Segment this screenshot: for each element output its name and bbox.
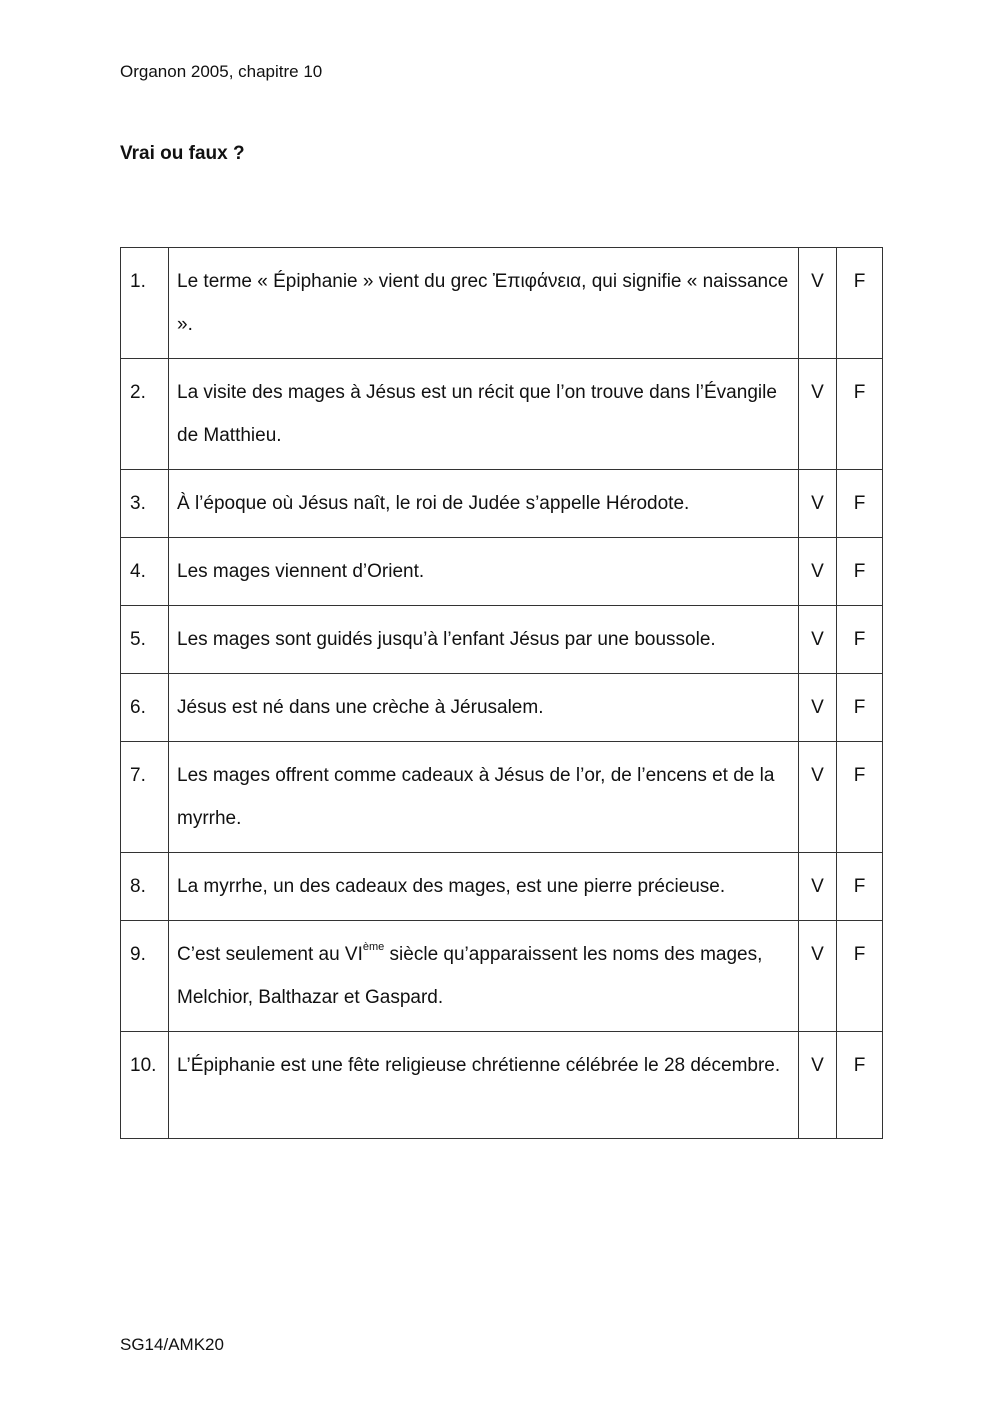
question-text: La visite des mages à Jésus est un récit que l’on trouve dans l’Évangile de Matthieu. bbox=[177, 382, 777, 446]
question-number: 3. bbox=[130, 493, 146, 514]
question-number: 5. bbox=[130, 629, 146, 650]
question-number-cell bbox=[121, 1032, 169, 1139]
true-option[interactable]: V bbox=[811, 382, 824, 403]
question-number-cell bbox=[121, 359, 169, 470]
false-option[interactable]: F bbox=[853, 765, 866, 786]
question-number: 1. bbox=[130, 271, 146, 292]
true-option[interactable]: V bbox=[811, 944, 824, 965]
true-false-table bbox=[120, 247, 883, 1139]
false-option-cell[interactable] bbox=[837, 742, 883, 853]
question-text: Les mages offrent comme cadeaux à Jésus de l’or, de l’encens et de la myrrhe. bbox=[177, 765, 775, 829]
question-text: Les mages sont guidés jusqu’à l’enfant Jésus par une boussole. bbox=[177, 629, 716, 650]
false-option-cell[interactable] bbox=[837, 248, 883, 359]
page-title: Vrai ou faux ? bbox=[120, 143, 245, 164]
false-option[interactable]: F bbox=[853, 1055, 866, 1076]
question-number: 7. bbox=[130, 765, 146, 786]
question-text: Les mages viennent d’Orient. bbox=[177, 561, 425, 582]
question-number-cell bbox=[121, 248, 169, 359]
question-text: L’Épiphanie est une fête religieuse chrétienne célébrée le 28 décembre. bbox=[177, 1055, 781, 1076]
false-option[interactable]: F bbox=[853, 561, 866, 582]
false-option[interactable]: F bbox=[853, 876, 866, 897]
true-option-cell[interactable] bbox=[799, 359, 837, 470]
question-text-cell bbox=[169, 359, 799, 470]
false-option-cell[interactable] bbox=[837, 921, 883, 1032]
question-text-cell bbox=[169, 1032, 799, 1139]
false-option[interactable]: F bbox=[853, 493, 866, 514]
question-number-cell bbox=[121, 742, 169, 853]
false-option[interactable]: F bbox=[853, 629, 866, 650]
question-text-cell bbox=[169, 248, 799, 359]
true-option[interactable]: V bbox=[811, 765, 824, 786]
question-text: À l’époque où Jésus naît, le roi de Judée s’appelle Hérodote. bbox=[177, 493, 690, 514]
table-row bbox=[121, 1032, 883, 1139]
true-option-cell[interactable] bbox=[799, 742, 837, 853]
ordinal-superscript: ème bbox=[362, 941, 385, 953]
false-option[interactable]: F bbox=[853, 271, 866, 292]
question-text: La myrrhe, un des cadeaux des mages, est une pierre précieuse. bbox=[177, 876, 726, 897]
table-row bbox=[121, 248, 883, 359]
question-text-cell bbox=[169, 921, 799, 1032]
question-number: 9. bbox=[130, 944, 146, 965]
true-option[interactable]: V bbox=[811, 697, 824, 718]
question-text: Le terme « Épiphanie » vient du grec Ἐπιφάνεια, qui signifie « naissance ». bbox=[177, 271, 789, 335]
document-header: Organon 2005, chapitre 10 bbox=[120, 62, 323, 81]
question-number: 6. bbox=[130, 697, 146, 718]
true-option[interactable]: V bbox=[811, 561, 824, 582]
true-option-cell[interactable] bbox=[799, 921, 837, 1032]
question-text bbox=[169, 911, 798, 1031]
table-row bbox=[121, 742, 883, 853]
document-footer-code: SG14/AMK20 bbox=[120, 1335, 224, 1354]
question-text-cell bbox=[169, 742, 799, 853]
true-option-cell[interactable] bbox=[799, 1032, 837, 1139]
table-row bbox=[121, 921, 883, 1032]
false-option-cell[interactable] bbox=[837, 359, 883, 470]
true-option-cell[interactable] bbox=[799, 248, 837, 359]
question-text-end: siècle qu’apparaissent les noms des mages, Melchior, Balthazar et Gaspard. bbox=[177, 944, 763, 1008]
true-option[interactable]: V bbox=[811, 271, 824, 292]
true-option[interactable]: V bbox=[811, 629, 824, 650]
question-number: 8. bbox=[130, 876, 146, 897]
question-text-start: C’est seulement au VI bbox=[177, 944, 363, 965]
table-row bbox=[121, 359, 883, 470]
question-text: Jésus est né dans une crèche à Jérusalem. bbox=[177, 697, 544, 718]
false-option-cell[interactable] bbox=[837, 1032, 883, 1139]
true-option[interactable]: V bbox=[811, 1055, 824, 1076]
question-number: 10. bbox=[130, 1055, 157, 1076]
false-option[interactable]: F bbox=[853, 944, 866, 965]
question-number-cell bbox=[121, 921, 169, 1032]
false-option[interactable]: F bbox=[853, 697, 866, 718]
question-number: 2. bbox=[130, 382, 146, 403]
question-number: 4. bbox=[130, 561, 146, 582]
true-option[interactable]: V bbox=[811, 493, 824, 514]
false-option[interactable]: F bbox=[853, 382, 866, 403]
true-option[interactable]: V bbox=[811, 876, 824, 897]
